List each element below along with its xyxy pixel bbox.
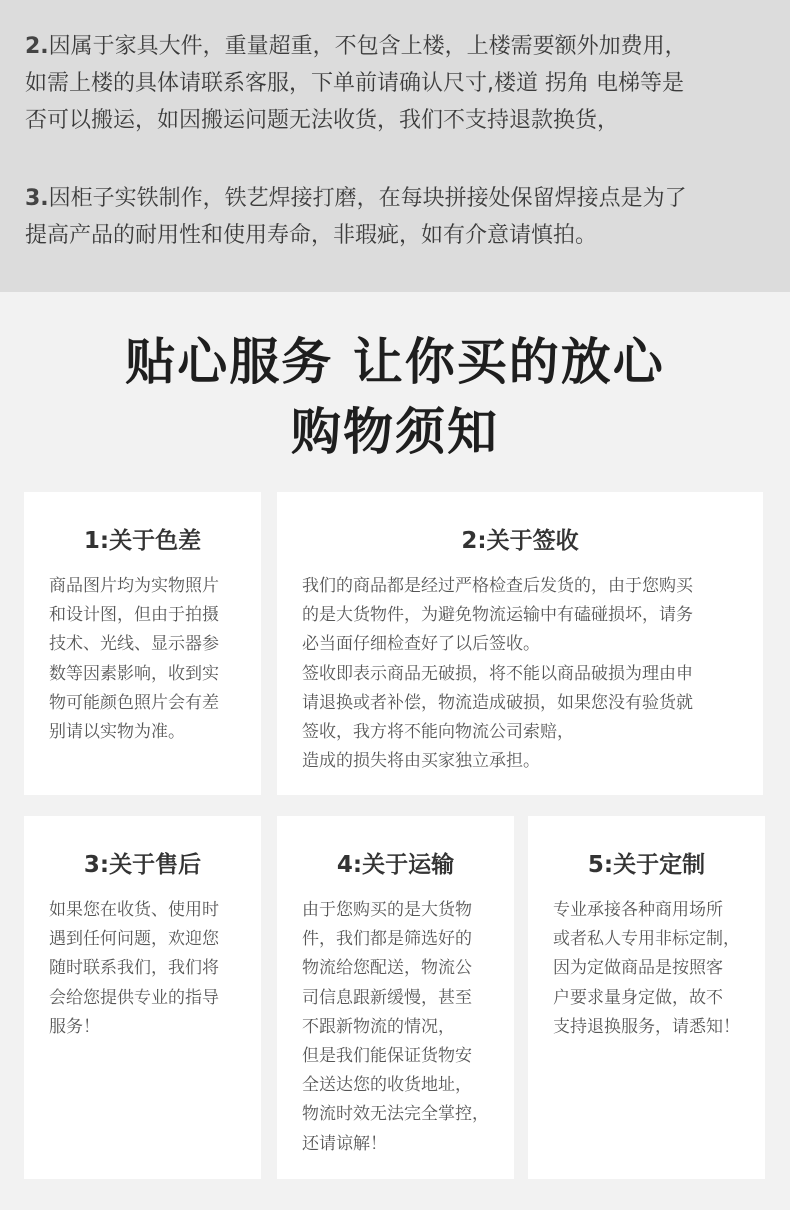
card-color-difference	[24, 492, 261, 795]
card-sign-for	[277, 492, 763, 795]
card-title: 5:关于定制	[587, 852, 706, 878]
card-transport	[277, 816, 514, 1179]
card-body: 商品图片均为实物照片 和设计图，但由于拍摄 技术、光线、显示器参 数等因素影响，收到实 物可能颜色照片会有差 别请以实物为准。	[49, 576, 219, 743]
card-title: 4:关于运输	[336, 852, 455, 878]
heading-notice: 购物须知	[291, 403, 499, 461]
notes-section	[0, 0, 790, 292]
note-welding	[25, 180, 770, 254]
note-number: 2.	[25, 34, 49, 59]
note-shipping	[25, 28, 770, 139]
card-body: 如果您在收货、使用时 遇到任何问题，欢迎您 随时联系我们，我们将 会给您提供专业的指导 服务！	[49, 900, 219, 1037]
card-title: 3:关于售后	[83, 852, 202, 878]
note-text: 因属于家具大件，重量超重，不包含上楼，上楼需要额外加费用， 如需上楼的具体请联系客服，下单前请确认尺寸,楼道 拐角 电梯等是 否可以搬运，如因搬运问题无法收货，我们不支持退款换货，	[25, 34, 687, 133]
card-title: 2:关于签收	[461, 528, 579, 554]
heading-service: 贴心服务 让你买的放心	[125, 333, 665, 391]
card-body: 专业承接各种商用场所 或者私人专用非标定制， 因为定做商品是按照客 户要求量身定做，故不 支持退换服务，请悉知！	[553, 900, 740, 1037]
note-number: 3.	[25, 186, 49, 211]
shopping-notice-section	[0, 292, 790, 1210]
card-after-sales	[24, 816, 261, 1179]
card-title: 1:关于色差	[83, 528, 202, 554]
card-customization	[528, 816, 765, 1179]
card-body: 我们的商品都是经过严格检查后发货的，由于您购买 的是大货物件，为避免物流运输中有磕碰损坏，请务 必当面仔细检查好了以后签收。 签收即表示商品无破损，将不能以商品破损为理由申 请退换或者补偿，物流造成破损，如果您没有验货就 签收，我方将不能向物流公司索赔， 造成的损失将由买家独立承担。	[302, 576, 693, 772]
note-text: 因柜子实铁制作，铁艺焊接打磨，在每块拼接处保留焊接点是为了 提高产品的耐用性和使用寿命，非瑕疵，如有介意请慎拍。	[25, 186, 687, 248]
card-body: 由于您购买的是大货物 件，我们都是筛选好的 物流给您配送，物流公 司信息跟新缓慢，甚至 不跟新物流的情况， 但是我们能保证货物安 全送达您的收货地址， 物流时效无法完全掌控， 还请谅解！	[302, 900, 489, 1154]
